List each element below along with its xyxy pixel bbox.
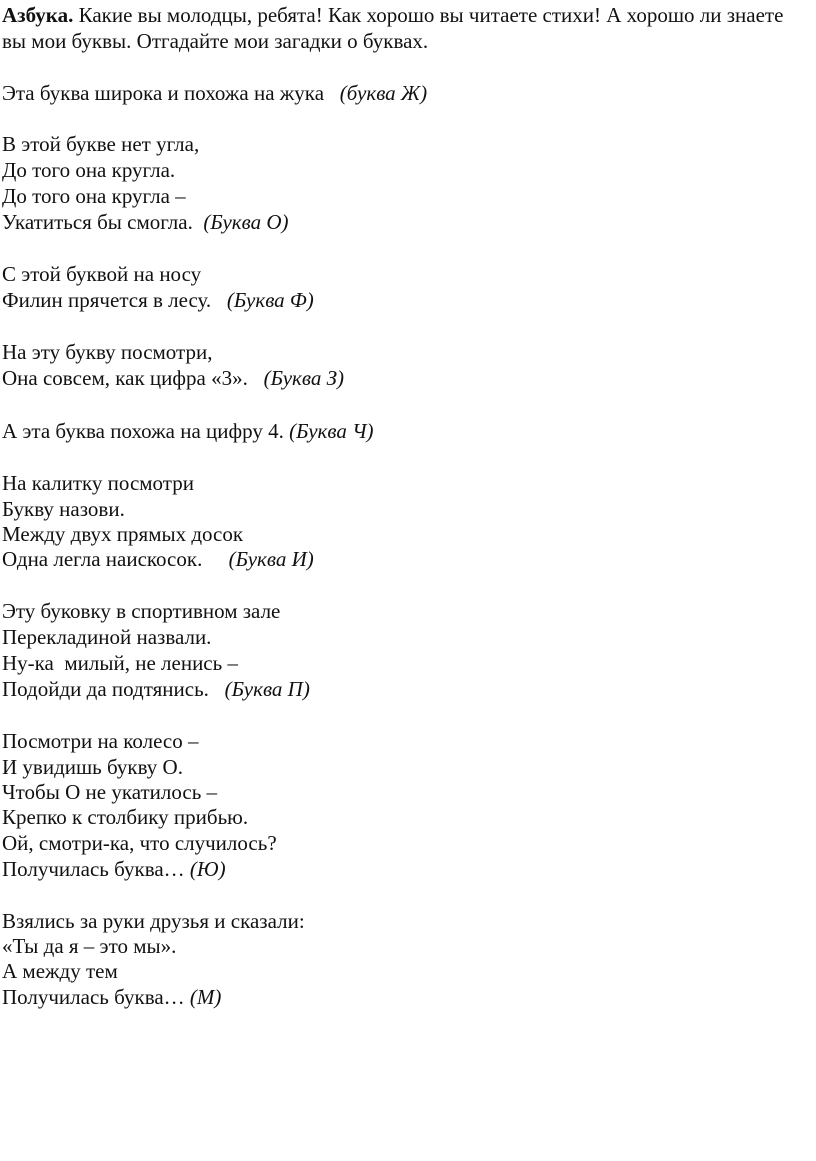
riddle-7-line-2: Перекладиной назвали. [2,625,212,649]
riddle-2-answer: (Буква О) [203,210,289,234]
riddle-8-line-5: Ой, смотри-ка, что случилось? [2,831,277,855]
riddle-8-line-1: Посмотри на колесо – [2,729,199,753]
riddle-6-line-3: Между двух прямых досок [2,522,244,546]
riddle-6-line-4: Одна легла наискосок. (Буква И) [2,547,314,571]
riddle-9-line-4: Получилась буква… (М) [2,985,222,1009]
riddle-3-line-1: С этой буквой на носу [2,262,202,286]
riddle-8-line-4: Крепко к столбику прибью. [2,805,249,829]
riddle-7-answer: (Буква П) [224,677,310,701]
riddle-2-line-1: В этой букве нет угла, [2,132,200,156]
riddle-2-line-4: Укатиться бы смогла. (Буква О) [2,210,289,234]
riddle-6-line-1: На калитку посмотри [2,471,194,495]
riddle-8-answer: (Ю) [189,857,226,881]
riddle-1-line-1: Эта буква широка и похожа на жука (буква Ж) [2,81,428,105]
riddle-5-line-1: А эта буква похожа на цифру 4. (Буква Ч) [2,419,374,443]
riddle-9-line-2: «Ты да я – это мы». [2,934,177,958]
riddle-2-line-3: До того она кругла – [2,184,186,208]
riddle-7-line-4: Подойди да подтянись. (Буква П) [2,677,310,701]
riddle-7-line-3: Ну-ка милый, не ленись – [2,651,238,675]
riddle-2-line-2: До того она кругла. [2,158,176,182]
riddle-6-answer: (Буква И) [228,547,314,571]
riddle-9-line-3: А между тем [2,959,118,983]
riddle-3-line-2: Филин прячется в лесу. (Буква Ф) [2,288,314,312]
riddle-5-answer: (Буква Ч) [289,419,374,443]
riddle-8-line-2: И увидишь букву О. [2,755,183,779]
intro-title: Азбука. [2,3,74,27]
riddle-4-line-1: На эту букву посмотри, [2,340,213,364]
riddle-3-answer: (Буква Ф) [226,288,314,312]
riddle-8-line-3: Чтобы О не укатилось – [2,780,218,804]
riddle-8-line-6: Получилась буква… (Ю) [2,857,226,881]
intro-paragraph [2,2,802,54]
riddle-9-line-1: Взялись за руки друзья и сказали: [2,909,305,933]
riddle-6-line-2: Букву назови. [2,497,125,521]
riddle-4-answer: (Буква З) [263,366,344,390]
intro-text: Какие вы молодцы, ребята! Как хорошо вы читаете стихи! А хорошо ли знаете вы мои буквы. Отгадайте мои загадки о буквах. [2,3,784,53]
riddle-4-line-2: Она совсем, как цифра «3». (Буква З) [2,366,344,390]
riddle-9-answer: (М) [189,985,222,1009]
riddle-7-line-1: Эту буковку в спортивном зале [2,599,281,623]
riddle-1-answer: (буква Ж) [339,81,428,105]
